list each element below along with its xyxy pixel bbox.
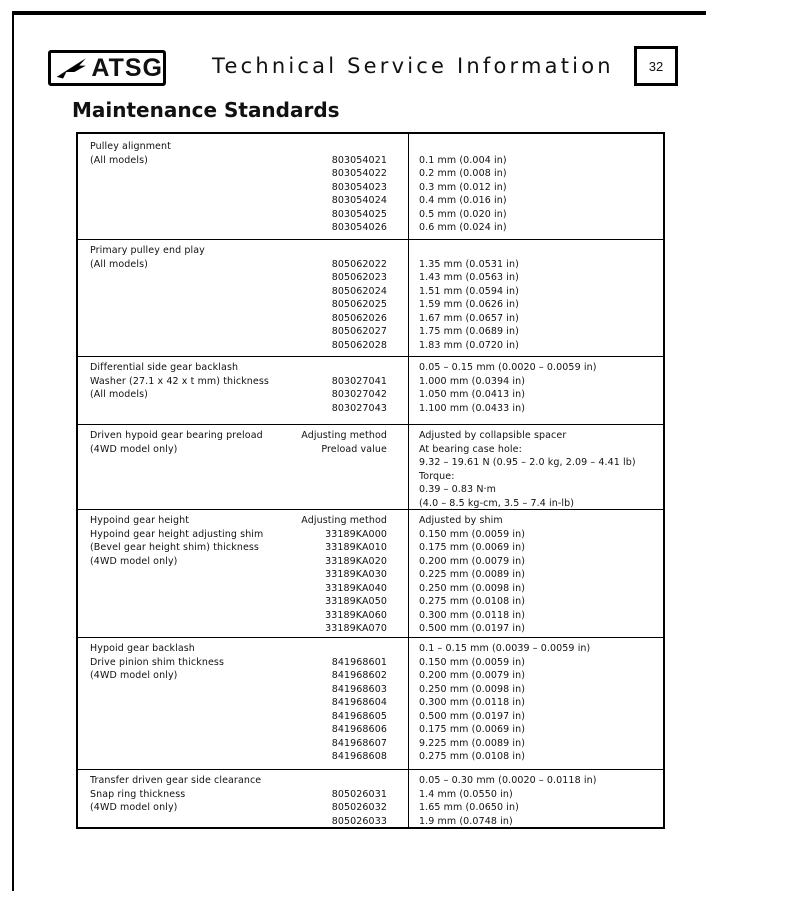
spec-value: 0.150 mm (0.0059 in) xyxy=(419,528,526,540)
spec-description: Hypoind gear height adjusting shim xyxy=(90,528,264,540)
spec-value: 1.83 mm (0.0720 in) xyxy=(419,339,519,351)
spec-value: 0.300 mm (0.0118 in) xyxy=(419,609,526,621)
part-code: 805062028 xyxy=(331,339,387,351)
spec-value: Adjusted by shim xyxy=(419,515,503,526)
spec-value: 1.100 mm (0.0433 in) xyxy=(419,402,526,414)
part-code: 805062025 xyxy=(331,299,387,310)
part-code: 803054024 xyxy=(331,195,387,206)
spec-value: 1.000 mm (0.0394 in) xyxy=(419,375,526,387)
spec-value: 0.5 mm (0.020 in) xyxy=(419,208,507,220)
page-number: 32 xyxy=(634,46,678,86)
part-code: 805062024 xyxy=(331,285,387,297)
spec-description: Differential side gear backlash xyxy=(90,362,239,373)
spec-value: 0.4 mm (0.016 in) xyxy=(419,195,507,206)
spec-value: 1.9 mm (0.0748 in) xyxy=(419,815,513,827)
spec-value: 0.05 – 0.30 mm (0.0020 – 0.0118 in) xyxy=(419,775,597,786)
spec-description: (All models) xyxy=(90,258,148,270)
part-code: 841968603 xyxy=(331,683,387,695)
spec-block xyxy=(78,637,663,769)
part-code: 805062027 xyxy=(331,326,387,337)
spec-description: Primary pulley end play xyxy=(90,245,205,256)
part-code: 805026032 xyxy=(331,802,387,813)
spec-description: Transfer driven gear side clearance xyxy=(90,775,262,786)
spec-description: Pulley alignment xyxy=(90,141,171,152)
spec-value: 1.67 mm (0.0657 in) xyxy=(419,312,519,324)
spec-description: (4WD model only) xyxy=(90,802,178,813)
spec-value: 0.2 mm (0.008 in) xyxy=(419,168,507,179)
top-border-rule xyxy=(12,11,706,15)
spec-value: Torque: xyxy=(419,470,455,482)
spec-value: 0.225 mm (0.0089 in) xyxy=(419,569,526,580)
spec-value: 1.050 mm (0.0413 in) xyxy=(419,389,526,400)
spec-value: 0.200 mm (0.0079 in) xyxy=(419,670,526,681)
part-code: 841968602 xyxy=(331,670,387,681)
spec-value: 0.250 mm (0.0098 in) xyxy=(419,683,526,695)
bird-logo-icon xyxy=(55,53,87,83)
spec-value: 0.3 mm (0.012 in) xyxy=(419,181,507,193)
spec-block xyxy=(78,239,663,356)
part-code: 33189KA050 xyxy=(325,596,387,607)
spec-block xyxy=(78,424,663,509)
spec-value: 1.75 mm (0.0689 in) xyxy=(419,326,519,337)
spec-block xyxy=(78,356,663,424)
part-code: 803054021 xyxy=(331,154,387,166)
part-code: 803054022 xyxy=(331,168,387,179)
part-code: 803027043 xyxy=(331,402,387,414)
part-code: 803054026 xyxy=(331,222,387,233)
spec-value: 0.250 mm (0.0098 in) xyxy=(419,582,526,594)
spec-value: 1.51 mm (0.0594 in) xyxy=(419,285,519,297)
part-code: 33189KA030 xyxy=(325,569,387,580)
spec-value: 1.59 mm (0.0626 in) xyxy=(419,299,519,310)
part-code: 803054025 xyxy=(331,208,387,220)
spec-description: Driven hypoid gear bearing preload xyxy=(90,430,263,441)
atsg-logo xyxy=(48,50,166,86)
spec-description: Snap ring thickness xyxy=(90,788,186,800)
spec-value: 0.6 mm (0.024 in) xyxy=(419,222,507,233)
part-code: 841968604 xyxy=(331,697,387,708)
page-header-title: Technical Service Information xyxy=(212,54,614,78)
part-code: 33189KA070 xyxy=(325,623,387,634)
part-code: 33189KA020 xyxy=(325,555,387,567)
part-code: 841968601 xyxy=(331,656,387,668)
spec-value: (4.0 – 8.5 kg-cm, 3.5 – 7.4 in-lb) xyxy=(419,497,575,509)
spec-value: 0.300 mm (0.0118 in) xyxy=(419,697,526,708)
part-code: 841968606 xyxy=(331,724,387,735)
spec-block xyxy=(78,769,663,829)
part-code: 805062026 xyxy=(331,312,387,324)
part-code: 33189KA040 xyxy=(325,582,387,594)
part-code: 803027041 xyxy=(331,375,387,387)
spec-description: Hypoid gear backlash xyxy=(90,643,195,654)
spec-value: 1.65 mm (0.0650 in) xyxy=(419,802,519,813)
part-code: 841968607 xyxy=(331,737,387,749)
part-code: 33189KA060 xyxy=(325,609,387,621)
spec-description: (4WD model only) xyxy=(90,443,178,455)
spec-block xyxy=(78,138,663,239)
spec-description: (All models) xyxy=(90,389,148,400)
spec-value: 0.175 mm (0.0069 in) xyxy=(419,724,526,735)
spec-value: 0.150 mm (0.0059 in) xyxy=(419,656,526,668)
part-code: Preload value xyxy=(321,443,387,455)
maintenance-standards-table xyxy=(76,132,665,829)
spec-value: 0.500 mm (0.0197 in) xyxy=(419,710,526,722)
spec-value: At bearing case hole: xyxy=(419,443,522,455)
spec-value: 0.1 – 0.15 mm (0.0039 – 0.0059 in) xyxy=(419,643,591,654)
section-title: Maintenance Standards xyxy=(72,98,340,122)
part-code: 805062023 xyxy=(331,272,387,283)
spec-description: Hypoind gear height xyxy=(90,515,190,526)
part-code: 33189KA000 xyxy=(325,528,387,540)
part-code: 841968605 xyxy=(331,710,387,722)
part-code: 805026033 xyxy=(331,815,387,827)
spec-value: 0.500 mm (0.0197 in) xyxy=(419,623,526,634)
spec-value: 0.1 mm (0.004 in) xyxy=(419,154,507,166)
part-code: Adjusting method xyxy=(301,430,387,441)
left-border-rule xyxy=(12,11,14,891)
spec-value: 0.39 – 0.83 N·m xyxy=(419,484,496,495)
spec-value: 9.32 – 19.61 N (0.95 – 2.0 kg, 2.09 – 4.41 lb) xyxy=(419,457,636,468)
spec-value: Adjusted by collapsible spacer xyxy=(419,430,567,441)
spec-description: Washer (27.1 x 42 x t mm) thickness xyxy=(90,375,269,387)
spec-value: 0.200 mm (0.0079 in) xyxy=(419,555,526,567)
spec-value: 1.43 mm (0.0563 in) xyxy=(419,272,519,283)
spec-value: 1.35 mm (0.0531 in) xyxy=(419,258,519,270)
part-code: 805026031 xyxy=(331,788,387,800)
spec-value: 0.05 – 0.15 mm (0.0020 – 0.0059 in) xyxy=(419,362,597,373)
logo-text: ATSG xyxy=(91,53,163,82)
spec-value: 0.275 mm (0.0108 in) xyxy=(419,596,526,607)
spec-description: (Bevel gear height shim) thickness xyxy=(90,542,259,553)
part-code: 33189KA010 xyxy=(325,542,387,553)
spec-block xyxy=(78,509,663,637)
spec-description: (4WD model only) xyxy=(90,555,178,567)
spec-value: 0.275 mm (0.0108 in) xyxy=(419,751,526,762)
spec-description: (4WD model only) xyxy=(90,670,178,681)
spec-value: 9.225 mm (0.0089 in) xyxy=(419,737,526,749)
part-code: 805062022 xyxy=(331,258,387,270)
part-code: Adjusting method xyxy=(301,515,387,526)
spec-description: (All models) xyxy=(90,154,148,166)
spec-value: 1.4 mm (0.0550 in) xyxy=(419,788,513,800)
spec-value: 0.175 mm (0.0069 in) xyxy=(419,542,526,553)
part-code: 803054023 xyxy=(331,181,387,193)
spec-description: Drive pinion shim thickness xyxy=(90,656,224,668)
part-code: 841968608 xyxy=(331,751,387,762)
part-code: 803027042 xyxy=(331,389,387,400)
